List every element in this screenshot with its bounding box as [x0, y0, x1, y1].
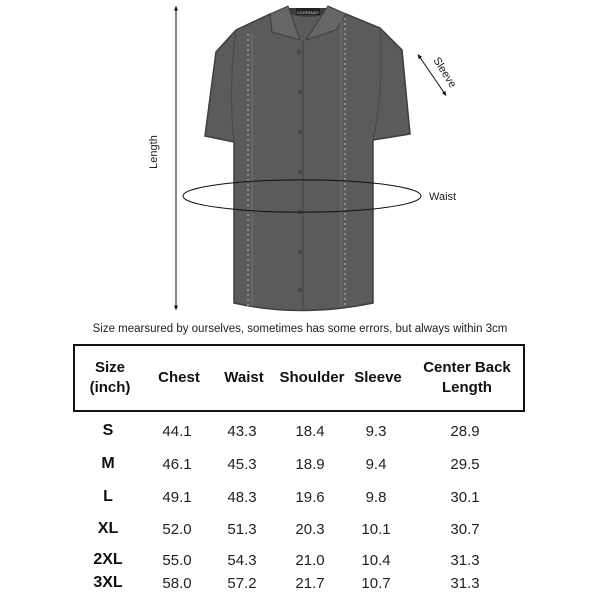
length-cell: 30.7 [450, 520, 480, 538]
table-row [73, 447, 525, 481]
waist-cell: 45.3 [227, 455, 257, 473]
size-table-header [73, 344, 525, 412]
shirt-illustration [205, 6, 410, 311]
header-size: Size (inch) [89, 359, 131, 396]
shoulder-cell: 21.0 [295, 551, 325, 569]
chest-cell: 44.1 [162, 422, 192, 440]
size-cell: 2XL [93, 551, 123, 568]
table-row [73, 566, 525, 600]
chest-cell: 58.0 [162, 574, 192, 592]
size-cell: L [103, 488, 113, 505]
length-cell: 31.3 [450, 574, 480, 592]
shoulder-cell: 18.4 [295, 422, 325, 440]
brand-tag-text: COOFANDY [296, 10, 320, 15]
length-cell: 28.9 [450, 422, 480, 440]
size-cell: S [102, 422, 114, 439]
waist-cell: 43.3 [227, 422, 257, 440]
waist-cell: 48.3 [227, 488, 257, 506]
waist-cell: 54.3 [227, 551, 257, 569]
chest-cell: 55.0 [162, 551, 192, 569]
shoulder-cell: 19.6 [295, 488, 325, 506]
chest-cell: 49.1 [162, 488, 192, 506]
header-shoulder: Shoulder [279, 369, 345, 386]
header-center-back-length: Center Back Length [423, 359, 511, 396]
header-sleeve: Sleeve [354, 369, 402, 386]
waist-label: Waist [429, 191, 457, 203]
header-chest: Chest [158, 369, 200, 386]
size-cell: 3XL [93, 574, 123, 591]
table-row [73, 414, 525, 448]
table-row [73, 480, 525, 514]
sleeve-cell: 10.4 [361, 551, 391, 569]
sleeve-cell: 9.4 [365, 455, 387, 473]
header-waist: Waist [224, 369, 264, 386]
measurement-note: Size mearsured by ourselves, sometimes has some errors, but always within 3cm [92, 323, 508, 335]
chest-cell: 46.1 [162, 455, 192, 473]
shoulder-cell: 21.7 [295, 574, 325, 592]
length-cell: 30.1 [450, 488, 480, 506]
chest-cell: 52.0 [162, 520, 192, 538]
sleeve-cell: 9.8 [365, 488, 387, 506]
waist-cell: 57.2 [227, 574, 257, 592]
waist-cell: 51.3 [227, 520, 257, 538]
sleeve-cell: 10.1 [361, 520, 391, 538]
table-row [73, 512, 525, 546]
sleeve-cell: 10.7 [361, 574, 391, 592]
sleeve-cell: 9.3 [365, 422, 387, 440]
size-cell: XL [97, 520, 119, 537]
sleeve-label: Sleeve [430, 55, 459, 91]
shoulder-cell: 20.3 [295, 520, 325, 538]
size-cell: M [101, 455, 115, 472]
length-cell: 31.3 [450, 551, 480, 569]
shirt-body [205, 14, 410, 311]
length-cell: 29.5 [450, 455, 480, 473]
length-label: Length [148, 135, 160, 169]
shoulder-cell: 18.9 [295, 455, 325, 473]
